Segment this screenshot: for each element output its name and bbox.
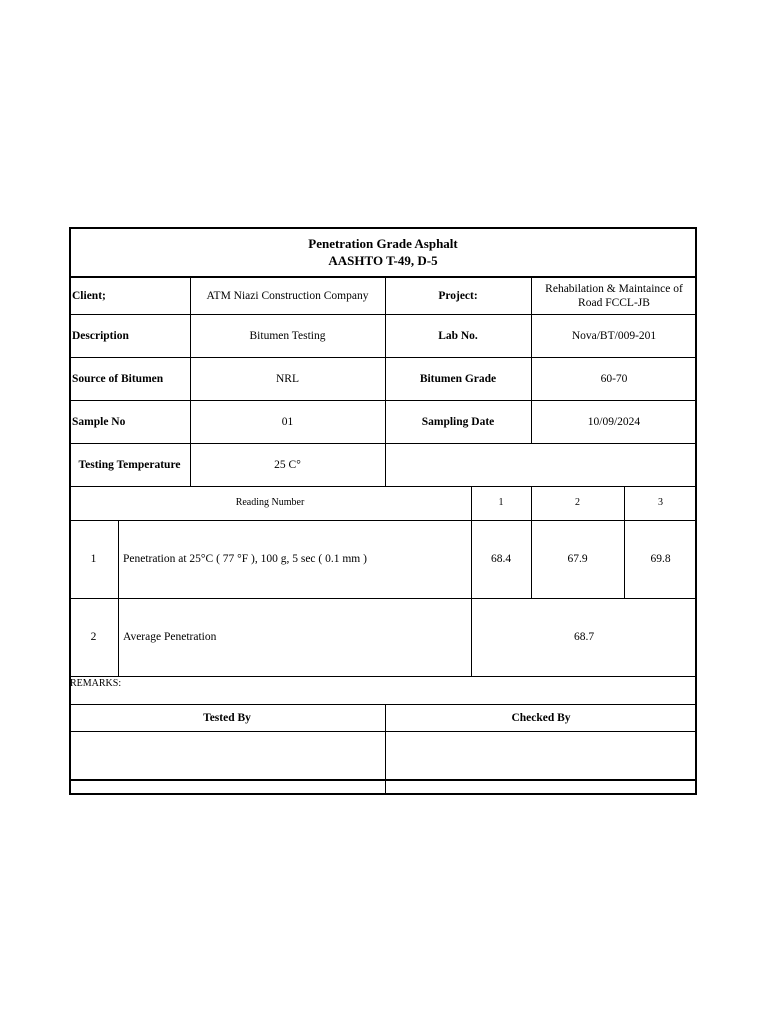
row-number-1: 1: [90, 553, 97, 565]
sample-no-value: 01: [281, 415, 294, 428]
checked-by-signature-area[interactable]: [385, 731, 697, 779]
title-line-2: AASHTO T-49, D-5: [328, 253, 438, 268]
reading-column-2: 2: [575, 497, 580, 508]
reading-column-3: 3: [658, 497, 663, 508]
sample-no-label: Sample No: [72, 415, 126, 428]
penetration-value-2: 67.9: [567, 553, 588, 565]
reading-number-header: Reading Number: [235, 497, 305, 508]
description-value: Bitumen Testing: [249, 329, 326, 342]
row-number-2: 2: [90, 631, 97, 643]
tested-by-label: Tested By: [203, 711, 251, 724]
checked-by-label: Checked By: [511, 711, 571, 724]
project-value: [531, 277, 697, 314]
average-penetration-label: Average Penetration: [123, 631, 217, 643]
client-value: ATM Niazi Construction Company: [206, 289, 369, 302]
remarks-label: REMARKS:: [70, 678, 122, 689]
divider: [69, 779, 697, 781]
lab-no-value: Nova/BT/009-201: [571, 329, 657, 342]
project-value-line-2: Road FCCL-JB: [578, 296, 650, 309]
form-title: [69, 227, 697, 277]
test-report-form: [69, 227, 697, 795]
sampling-date-value: 10/09/2024: [587, 415, 641, 428]
temperature-label: Testing Temperature: [78, 458, 181, 471]
tested-by-signature-area[interactable]: [69, 731, 385, 779]
penetration-value-1: 68.4: [490, 553, 512, 565]
description-label: Description: [72, 329, 129, 342]
reading-column-1: 1: [498, 497, 504, 508]
project-label: Project:: [438, 289, 478, 302]
project-value-line-1: Rehabilation & Maintaince of: [545, 282, 683, 295]
temperature-value: 25 C°: [274, 458, 301, 471]
source-label: Source of Bitumen: [72, 372, 164, 385]
client-label: Client;: [72, 289, 106, 302]
title-line-1: Penetration Grade Asphalt: [308, 236, 458, 251]
penetration-label: Penetration at 25°C ( 77 °F ), 100 g, 5 sec ( 0.1 mm ): [123, 553, 367, 565]
average-penetration-value: 68.7: [573, 631, 595, 643]
grade-label: Bitumen Grade: [419, 372, 497, 385]
grade-value: 60-70: [600, 372, 628, 385]
lab-no-label: Lab No.: [438, 329, 478, 342]
penetration-value-3: 69.8: [650, 553, 671, 565]
sampling-date-label: Sampling Date: [421, 415, 495, 428]
source-value: NRL: [276, 372, 299, 385]
